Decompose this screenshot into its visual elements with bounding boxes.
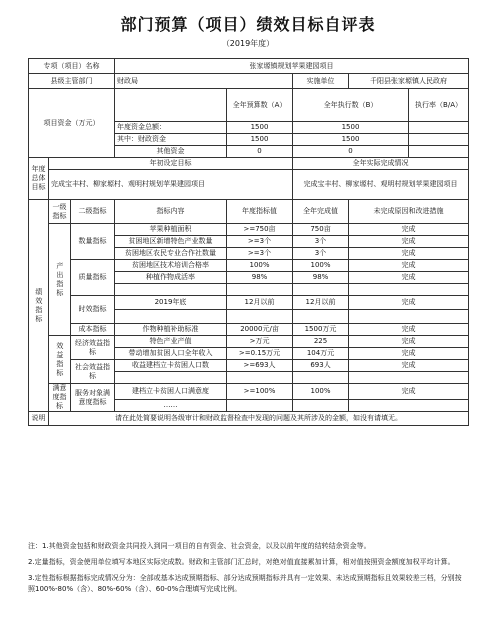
project-name-value: 张家塬镇规划苹果建园项目 [115,59,469,74]
explain-label: 说明 [29,412,49,426]
indicator-actual: 1500万元 [293,324,349,336]
goal-done-text: 完成宝丰村、柳家塬村、观明村规划苹果建园项目 [293,170,469,200]
project-name-label: 专项（项目）名称 [29,59,115,74]
indicator-target: >=693人 [227,360,293,372]
goal-set-header: 年初设定目标 [49,158,293,170]
indicator-actual: 100% [293,260,349,272]
level2-header: 二级指标 [71,200,115,224]
indicator-target: >=3个 [227,236,293,248]
effect-label: 效益指标 [49,336,71,384]
qty-label: 数量指标 [71,224,115,260]
indicator-name: 种植作物成活率 [115,272,227,284]
footnote: 2.定量指标，资金使用单位填写本地区实际完成数。财政和主管部门汇总时，对绝对值直接累加计算，相对值按照资金额度加权平均计算。 [28,557,455,566]
fund-row-label: 其中：财政资金 [115,134,227,146]
fund-row-label: 其他资金 [115,146,227,158]
indicator-target: >=750亩 [227,224,293,236]
indicator-reason: 完成 [349,324,469,336]
page-title: 部门预算（项目）绩效目标自评表 [120,15,376,34]
fund-exec: 1500 [293,134,409,146]
indicator-name: 特色产业产值 [115,336,227,348]
cost-label: 成本指标 [71,324,115,336]
fund-budget: 1500 [227,122,293,134]
indicator-target: >=100% [227,384,293,400]
indicator-name: 2019年底 [115,296,227,310]
indicator-actual: 693人 [293,360,349,372]
indicator-actual: 98% [293,272,349,284]
output-label: 产出指标 [49,224,71,336]
col-rate-header: 执行率（B/A） [409,89,469,122]
col-budget-header: 全年预算数（A） [227,89,293,122]
indicator-reason: 完成 [349,384,469,400]
indicator-name: 苹果种植面积 [115,224,227,236]
time-label: 时效指标 [71,296,115,324]
indicator-reason: 完成 [349,296,469,310]
qual-label: 质量指标 [71,260,115,296]
fund-exec: 0 [293,146,409,158]
year-label: （2019年度） [221,39,275,48]
indicator-reason: 完成 [349,272,469,284]
indicator-name: 作物种植补助标准 [115,324,227,336]
indicator-target: 12月以前 [227,296,293,310]
indicator-name: 建档立卡贫困人口满意度 [115,384,227,400]
indicator-target: >=0.15万元 [227,348,293,360]
footnotes [28,541,468,599]
indicator-actual: 3个 [293,248,349,260]
indicator-actual: 3个 [293,236,349,248]
indicator-actual: 750亩 [293,224,349,236]
satisfaction-label: 满意度指标 [49,384,71,412]
indicator-reason: 完成 [349,348,469,360]
service-label: 服务对象满意度指标 [71,384,115,412]
impl-label: 实施单位 [293,74,349,89]
target-header: 年度指标值 [227,200,293,224]
indicator-actual: 104万元 [293,348,349,360]
indicator-actual: 100% [293,384,349,400]
footnote: 注：1.其他资金包括和财政资金共同投入到同一项目的自有资金、社会资金，以及以前年度的结转结余资金等。 [28,542,371,550]
econ-label: 经济效益指标 [71,336,115,360]
actual-header: 全年完成值 [293,200,349,224]
fund-budget: 1500 [227,134,293,146]
footnote: 3.定性指标根据指标完成情况分为：全部或基本达成预期指标、部分达成预期指标并具有一定效果、未达成预期指标且效果较差三档，分别按照100%-80%（含）、80%-60%（含）、60-0%合理填写完成比例。 [28,573,462,593]
social-label: 社会效益指标 [71,360,115,384]
indicator-target: 20000元/亩 [227,324,293,336]
indicator-reason: 完成 [349,248,469,260]
indicator-actual: 12月以前 [293,296,349,310]
goal-set-text: 完成宝丰村、柳家塬村、观明村规划苹果建园项目 [49,170,293,200]
goal-label: 年度总体目标 [29,158,49,200]
reason-header: 未完成原因和改进措施 [349,200,469,224]
indicator-name: 贫困地区技术培训合格率 [115,260,227,272]
self-evaluation-table [28,58,469,426]
dept-value: 财政局 [115,74,293,89]
level1-header: 一级指标 [49,200,71,224]
funds-label: 项目资金（万元） [29,89,115,158]
goal-done-header: 全年实际完成情况 [293,158,469,170]
dept-label: 县级主管部门 [29,74,115,89]
fund-row-label: 年度资金总额： [115,122,227,134]
indicator-reason: 完成 [349,236,469,248]
indicator-target: >=3个 [227,248,293,260]
indicator-name: 贫困地区农民专业合作社数量 [115,248,227,260]
col-exec-header: 全年执行数（B） [293,89,409,122]
indicator-header: 指标内容 [115,200,227,224]
perf-label: 绩效指标 [29,200,49,412]
ellipsis: …… [115,400,227,412]
fund-exec: 1500 [293,122,409,134]
indicator-name: 带动增加贫困人口全年收入 [115,348,227,360]
indicator-actual: 225 [293,336,349,348]
impl-value: 千阳县张家塬镇人民政府 [349,74,469,89]
indicator-name: 收益建档立卡贫困人口数 [115,360,227,372]
indicator-target: >万元 [227,336,293,348]
indicator-reason: 完成 [349,224,469,236]
indicator-reason: 完成 [349,336,469,348]
explain-text: 请在此处简要说明各级审计和财政监督检查中发现的问题及其所涉及的金额，如没有请填无。 [49,412,469,426]
fund-budget: 0 [227,146,293,158]
indicator-reason: 完成 [349,360,469,372]
indicator-target: 100% [227,260,293,272]
indicator-reason: 完成 [349,260,469,272]
indicator-name: 贫困地区新增特色产业数量 [115,236,227,248]
indicator-target: 98% [227,272,293,284]
